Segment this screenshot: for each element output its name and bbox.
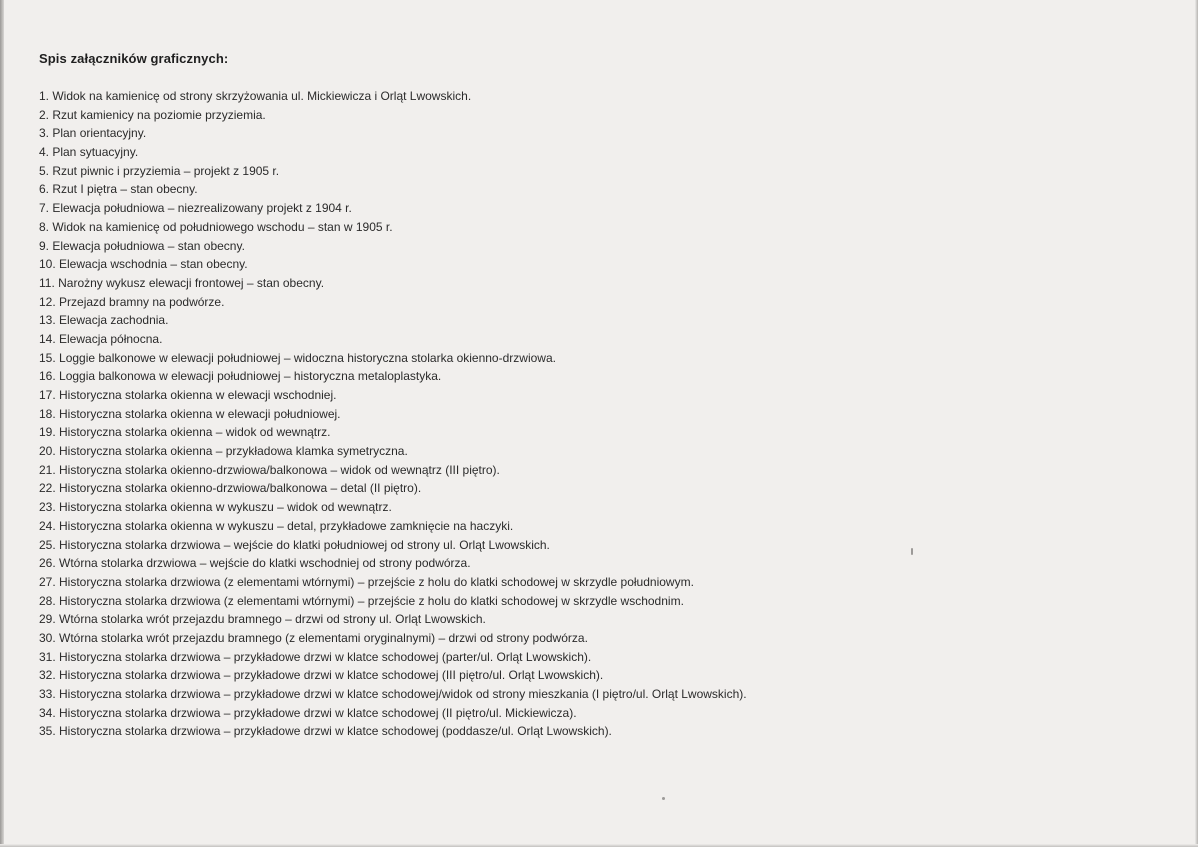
list-item: 32. Historyczna stolarka drzwiowa – przykładowe drzwi w klatce schodowej (III piętro/ul. Orląt Lwowskich). [39, 668, 604, 683]
list-item: 31. Historyczna stolarka drzwiowa – przykładowe drzwi w klatce schodowej (parter/ul. Orląt Lwowskich). [39, 649, 592, 664]
list-item: 6. Rzut I piętra – stan obecny. [39, 182, 198, 197]
list-item: 19. Historyczna stolarka okienna – widok od wewnątrz. [39, 425, 331, 440]
attachments-list [39, 87, 747, 741]
list-item: 29. Wtórna stolarka wrót przejazdu bramnego – drzwi od strony ul. Orląt Lwowskich. [39, 612, 486, 627]
list-item: 8. Widok na kamienicę od południowego wschodu – stan w 1905 r. [39, 219, 393, 234]
scan-speck [911, 548, 913, 555]
list-item: 10. Elewacja wschodnia – stan obecny. [39, 257, 248, 272]
list-item: 16. Loggia balkonowa w elewacji południowej – historyczna metaloplastyka. [39, 369, 442, 384]
list-item: 14. Elewacja północna. [39, 331, 163, 346]
list-item: 33. Historyczna stolarka drzwiowa – przykładowe drzwi w klatce schodowej/widok od strony mieszkania (I piętro/ul. Orląt Lwowskich). [39, 687, 747, 701]
list-item: 24. Historyczna stolarka okienna w wykuszu – detal, przykładowe zamknięcie na haczyki. [39, 518, 514, 533]
list-heading: Spis załączników graficznych: [39, 51, 229, 66]
list-item: 18. Historyczna stolarka okienna w elewacji południowej. [39, 406, 341, 421]
list-item: 11. Narożny wykusz elewacji frontowej – stan obecny. [39, 275, 325, 290]
list-item: 35. Historyczna stolarka drzwiowa – przykładowe drzwi w klatce schodowej (poddasze/ul. Orląt Lwowskich). [39, 724, 612, 739]
list-item: 25. Historyczna stolarka drzwiowa – wejście do klatki południowej od strony ul. Orląt Lwowskich. [39, 537, 550, 552]
list-item: 26. Wtórna stolarka drzwiowa – wejście do klatki wschodniej od strony podwórza. [39, 556, 471, 571]
list-item: 15. Loggie balkonowe w elewacji południowej – widoczna historyczna stolarka okienno-drzwiowa. [39, 350, 556, 365]
list-item: 2. Rzut kamienicy na poziomie przyziemia. [39, 107, 266, 122]
list-item: 9. Elewacja południowa – stan obecny. [39, 238, 245, 253]
list-item: 17. Historyczna stolarka okienna w elewacji wschodniej. [39, 388, 337, 402]
list-item: 7. Elewacja południowa – niezrealizowany projekt z 1904 r. [39, 201, 352, 216]
list-item: 30. Wtórna stolarka wrót przejazdu bramnego (z elementami oryginalnymi) – drzwi od strony podwórza. [39, 630, 588, 645]
scan-speck [662, 797, 665, 800]
list-item: 28. Historyczna stolarka drzwiowa (z elementami wtórnymi) – przejście z holu do klatki schodowej w skrzydle wschodnim. [39, 593, 684, 608]
list-item: 1. Widok na kamienicę od strony skrzyżowania ul. Mickiewicza i Orląt Lwowskich. [39, 89, 472, 103]
list-item: 13. Elewacja zachodnia. [39, 313, 169, 328]
list-item: 3. Plan orientacyjny. [39, 126, 147, 141]
list-item: 22. Historyczna stolarka okienno-drzwiowa/balkonowa – detal (II piętro). [39, 481, 422, 496]
list-item: 5. Rzut piwnic i przyziemia – projekt z 1905 r. [39, 163, 280, 178]
list-item: 12. Przejazd bramny na podwórze. [39, 294, 225, 309]
list-item: 23. Historyczna stolarka okienna w wykuszu – widok od wewnątrz. [39, 500, 392, 515]
list-item: 20. Historyczna stolarka okienna – przykładowa klamka symetryczna. [39, 444, 408, 459]
list-item: 27. Historyczna stolarka drzwiowa (z elementami wtórnymi) – przejście z holu do klatki schodowej w skrzydle południowym. [39, 574, 694, 589]
scan-edge-left [0, 0, 4, 847]
list-item: 4. Plan sytuacyjny. [39, 145, 139, 160]
list-item: 21. Historyczna stolarka okienno-drzwiowa/balkonowa – widok od wewnątrz (III piętro). [39, 462, 500, 477]
list-item: 34. Historyczna stolarka drzwiowa – przykładowe drzwi w klatce schodowej (II piętro/ul. Mickiewicza). [39, 705, 577, 720]
